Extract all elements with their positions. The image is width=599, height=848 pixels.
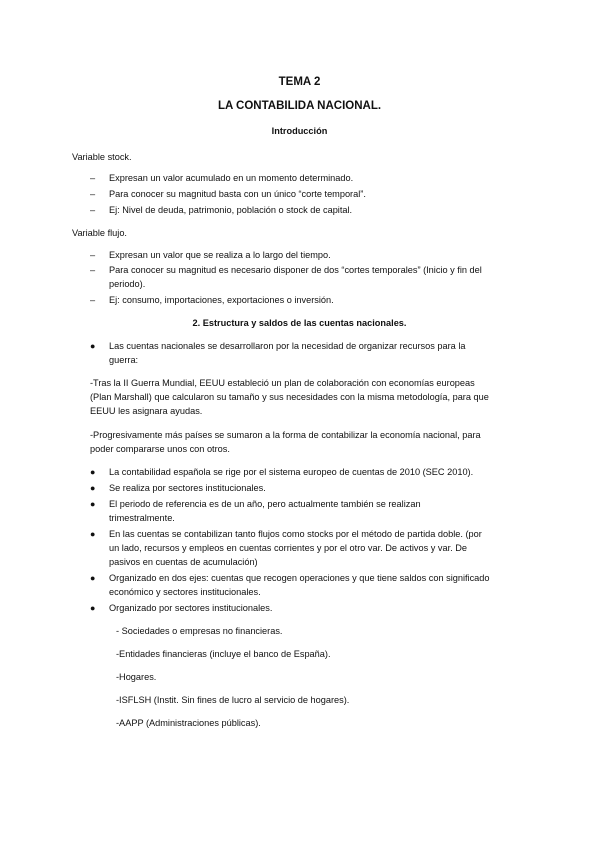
bullet-icon: ● (90, 341, 96, 351)
paragraph-line: -Tras la II Guerra Mundial, EEUU estableció un plan de colaboración con economías europeas (90, 378, 475, 388)
section-heading: 2. Estructura y saldos de las cuentas nacionales. (192, 318, 407, 328)
sector-item: -Hogares. (116, 672, 157, 682)
bullet-text-cont: guerra: (109, 355, 139, 365)
sector-item: -ISFLSH (Instit. Sin fines de lucro al servicio de hogares). (116, 695, 350, 705)
stock-item: Expresan un valor acumulado en un momento determinado. (109, 173, 354, 183)
bullet-text: En las cuentas se contabilizan tanto flujos como stocks por el método de partida doble. (por (109, 529, 482, 539)
paragraph-line: EEUU les asignara ayudas. (90, 406, 203, 416)
flujo-item: Ej: consumo, importaciones, exportaciones o inversión. (109, 295, 334, 305)
dash-icon: – (90, 205, 96, 215)
bullet-icon: ● (90, 499, 96, 509)
paragraph-line: poder compararse unos con otros. (90, 444, 230, 454)
bullet-text: El periodo de referencia es de un año, pero actualmente también se realizan (109, 499, 421, 509)
paragraph-line: (Plan Marshall) que calcularon su tamaño y sus necesidades con la misma metodología, para que (90, 392, 489, 402)
bullet-text: Se realiza por sectores institucionales. (109, 483, 266, 493)
dash-icon: – (90, 250, 96, 260)
bullet-text: Organizado por sectores institucionales. (109, 603, 273, 613)
paragraph-line: -Progresivamente más países se sumaron a la forma de contabilizar la economía nacional, para (90, 430, 481, 440)
bullet-icon: ● (90, 467, 96, 477)
tema-heading: TEMA 2 (278, 76, 321, 88)
flujo-item-cont: periodo). (109, 279, 146, 289)
stock-item: Ej: Nivel de deuda, patrimonio, población o stock de capital. (109, 205, 353, 215)
bullet-text-cont: trimestralmente. (109, 513, 175, 523)
bullet-icon: ● (90, 603, 96, 613)
stock-label: Variable stock. (72, 152, 132, 162)
bullet-text: Las cuentas nacionales se desarrollaron por la necesidad de organizar recursos para la (109, 341, 466, 351)
dash-icon: – (90, 189, 96, 199)
dash-icon: – (90, 173, 96, 183)
sector-item: -AAPP (Administraciones públicas). (116, 718, 261, 728)
bullet-text: La contabilidad española se rige por el sistema europeo de cuentas de 2010 (SEC 2010). (109, 467, 474, 477)
sector-item: - Sociedades o empresas no financieras. (116, 626, 283, 636)
dash-icon: – (90, 265, 96, 275)
bullet-icon: ● (90, 573, 96, 583)
dash-icon: – (90, 295, 96, 305)
intro-heading: Introducción (271, 126, 328, 136)
bullet-text: Organizado en dos ejes: cuentas que recogen operaciones y que tiene saldos con significado (109, 573, 490, 583)
bullet-text-cont: pasivos en cuentas de acumulación) (109, 557, 258, 567)
bullet-text-cont: económico y sectores institucionales. (109, 587, 261, 597)
flujo-item: Para conocer su magnitud es necesario disponer de dos “cortes temporales” (Inicio y fin del (109, 265, 482, 275)
bullet-icon: ● (90, 529, 96, 539)
stock-item: Para conocer su magnitud basta con un único “corte temporal”. (109, 189, 366, 199)
page-title: LA CONTABILIDA NACIONAL. (217, 100, 382, 112)
bullet-text-cont: un lado, recursos y empleos en cuentas corrientes y por el otro var. De activos y var. De (109, 543, 467, 553)
sector-item: -Entidades financieras (incluye el banco de España). (116, 649, 331, 659)
flujo-label: Variable flujo. (72, 228, 127, 238)
flujo-item: Expresan un valor que se realiza a lo largo del tiempo. (109, 250, 331, 260)
bullet-icon: ● (90, 483, 96, 493)
